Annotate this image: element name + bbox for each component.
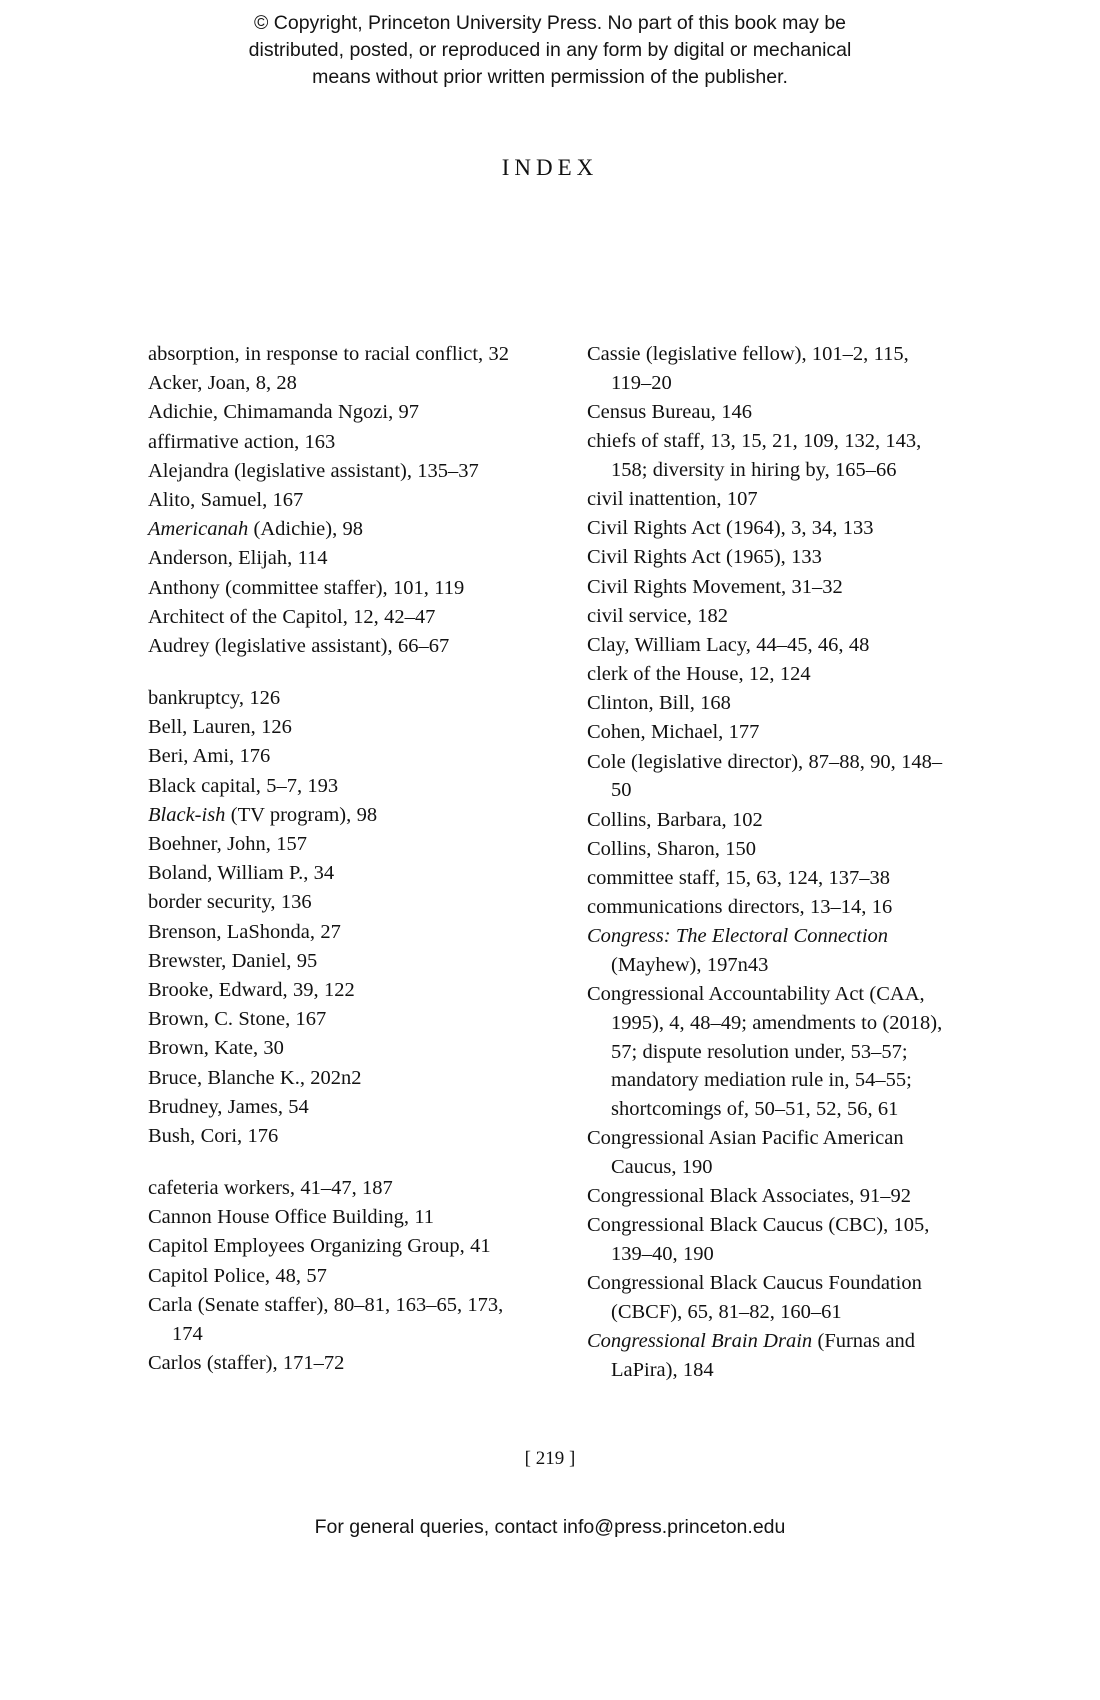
- index-entry-title-italic: Black-ish: [148, 803, 226, 826]
- index-entry: [587, 893, 948, 922]
- index-entry: [587, 748, 948, 805]
- index-entry-text: committee staff, 15, 63, 124, 137–38: [587, 866, 890, 889]
- index-entry-text: Congressional Black Associates, 91–92: [587, 1184, 912, 1207]
- copyright-line-2: distributed, posted, or reproduced in any form by digital or mechanical: [248, 38, 852, 61]
- index-entry-text: absorption, in response to racial conflict, 32: [148, 343, 509, 365]
- index-entry: [148, 574, 509, 603]
- index-entry-text: Bruce, Blanche K., 202n2: [148, 1066, 362, 1089]
- index-entry-text: Civil Rights Act (1965), 133: [587, 546, 822, 569]
- index-entry-text: Civil Rights Movement, 31–32: [587, 575, 843, 598]
- index-entry-text: Adichie, Chimamanda Ngozi, 97: [148, 401, 420, 424]
- index-entry-text: Cohen, Michael, 177: [587, 721, 760, 744]
- page-title: INDEX: [501, 155, 599, 180]
- index-entry-text: Cannon House Office Building, 11: [148, 1206, 435, 1229]
- index-entry-text: clerk of the House, 12, 124: [587, 663, 811, 686]
- index-entry: [587, 1269, 948, 1326]
- index-entry: [148, 713, 509, 742]
- index-entry-text: Carla (Senate staffer), 80–81, 163–65, 173, 174: [148, 1293, 504, 1345]
- index-entry-text: Boland, William P., 34: [148, 862, 335, 885]
- index-column-right: [587, 340, 948, 1385]
- index-entry: [587, 485, 948, 514]
- index-entry: [148, 603, 509, 632]
- index-entry-text: Bush, Cori, 176: [148, 1124, 279, 1147]
- index-entry: [587, 514, 948, 543]
- index-entry-text: Architect of the Capitol, 12, 42–47: [148, 605, 436, 628]
- index-entry: [587, 980, 948, 1123]
- index-entry-text: communications directors, 13–14, 16: [587, 896, 893, 919]
- index-entry: [587, 1327, 948, 1384]
- index-entry: [148, 544, 509, 573]
- index-column-left: [148, 340, 509, 1385]
- index-entry-text: Boehner, John, 157: [148, 833, 308, 855]
- index-entry-text: Alito, Samuel, 167: [148, 488, 304, 511]
- index-entry: [148, 772, 509, 801]
- index-entry: [587, 1211, 948, 1268]
- index-entry-text: Civil Rights Act (1964), 3, 34, 133: [587, 517, 874, 540]
- index-entry-text: Census Bureau, 146: [587, 400, 752, 423]
- index-entry-text: border security, 136: [148, 891, 312, 914]
- index-entry: [148, 1291, 509, 1348]
- index-entry: [587, 631, 948, 660]
- index-entry: [148, 457, 509, 486]
- index-entry: [148, 1203, 509, 1232]
- index-entry-text: Anderson, Elijah, 114: [148, 547, 328, 570]
- index-entry-text: Congressional Black Caucus (CBC), 105, 139–40, 190: [587, 1214, 930, 1265]
- index-entry: [587, 398, 948, 427]
- index-entry-text: Congressional Accountability Act (CAA, 1995), 4, 48–49; amendments to (2018), 57; dispute resolution under, 53–57; mandatory mediation rule in, 54–55; shortcomings of, 50–51, 52, 56, 61: [587, 983, 943, 1120]
- index-entry: [587, 1124, 948, 1181]
- copyright-notice: [0, 10, 1100, 91]
- index-entry: [148, 976, 509, 1005]
- index-entry-text: Carlos (staffer), 171–72: [148, 1351, 345, 1374]
- index-entry-title-italic: Congressional Brain Drain: [587, 1329, 813, 1352]
- index-entry-text: Brown, Kate, 30: [148, 1037, 284, 1060]
- index-entry: [148, 801, 509, 830]
- index-entry-text: Anthony (committee staffer), 101, 119: [148, 576, 465, 599]
- index-entry: [148, 859, 509, 888]
- index-entry: [148, 1122, 509, 1151]
- index-entry: [148, 1174, 509, 1203]
- index-entry: [148, 398, 509, 427]
- index-entry: [148, 1262, 509, 1291]
- index-entry-text: Beri, Ami, 176: [148, 745, 271, 768]
- index-entry-text: Black capital, 5–7, 193: [148, 774, 339, 797]
- index-entry: [148, 1232, 509, 1261]
- index-entry: [148, 888, 509, 917]
- index-entry-text: Congressional Asian Pacific American Caucus, 190: [587, 1127, 904, 1178]
- index-entry-text: (TV program), 98: [225, 803, 378, 826]
- index-entry-text: Collins, Sharon, 150: [587, 837, 756, 860]
- index-entry: [148, 918, 509, 947]
- index-group-separator: [148, 1151, 509, 1174]
- index-entry-text: Clay, William Lacy, 44–45, 46, 48: [587, 633, 870, 656]
- index-entry: [587, 835, 948, 864]
- index-entry: [587, 718, 948, 747]
- index-entry: [587, 864, 948, 893]
- index-entry: [148, 742, 509, 771]
- index-entry-text: civil inattention, 107: [587, 487, 758, 510]
- index-entry-title-italic: Americanah: [148, 518, 249, 541]
- index-entry: [148, 830, 509, 859]
- index-entry-text: Clinton, Bill, 168: [587, 692, 731, 715]
- index-entry: [587, 340, 948, 397]
- index-entry-text: Congressional Black Caucus Foundation (CBCF), 65, 81–82, 160–61: [587, 1272, 922, 1323]
- index-entry: [148, 1064, 509, 1093]
- index-entry-text: Audrey (legislative assistant), 66–67: [148, 634, 450, 657]
- index-entry-text: Cassie (legislative fellow), 101–2, 115, 119–20: [587, 343, 909, 394]
- index-entry-text: affirmative action, 163: [148, 430, 336, 453]
- index-entry-text: Collins, Barbara, 102: [587, 808, 763, 831]
- index-entry-text: cafeteria workers, 41–47, 187: [148, 1177, 393, 1200]
- index-entry: [587, 922, 948, 979]
- index-entry: [587, 427, 948, 484]
- index-entry: [148, 369, 509, 398]
- index-entry: [148, 1005, 509, 1034]
- index-entry-text: Brudney, James, 54: [148, 1095, 309, 1118]
- index-entry: [148, 684, 509, 713]
- index-entry: [148, 340, 509, 369]
- index-entry: [587, 689, 948, 718]
- index-entry: [587, 573, 948, 602]
- index-group-separator: [148, 661, 509, 684]
- index-entry: [587, 806, 948, 835]
- footer-contact: For general queries, contact info@press.princeton.edu: [314, 1516, 786, 1538]
- index-entry-text: Brown, C. Stone, 167: [148, 1008, 327, 1031]
- index-entry: [148, 632, 509, 661]
- index-entry-text: Brooke, Edward, 39, 122: [148, 978, 355, 1001]
- index-entry: [148, 486, 509, 515]
- index-entry-text: Brewster, Daniel, 95: [148, 949, 318, 972]
- index-entry: [587, 1182, 948, 1211]
- index-entry-text: Alejandra (legislative assistant), 135–37: [148, 459, 479, 482]
- index-entry-title-italic: Congress: The Electoral Connection: [587, 925, 889, 948]
- index-entry: [148, 1349, 509, 1378]
- copyright-line-3: means without prior written permission of the publisher.: [312, 65, 788, 88]
- index-columns: [148, 340, 948, 1385]
- copyright-line-1: © Copyright, Princeton University Press. No part of this book may be: [253, 12, 847, 34]
- index-entry-text: Cole (legislative director), 87–88, 90, 148–50: [587, 750, 943, 802]
- index-entry-text: civil service, 182: [587, 604, 729, 627]
- index-entry: [587, 543, 948, 572]
- index-entry-text: Capitol Police, 48, 57: [148, 1264, 327, 1287]
- index-entry-text: (Mayhew), 197n43: [611, 953, 769, 976]
- index-entry-text: Acker, Joan, 8, 28: [148, 372, 297, 395]
- index-entry: [148, 428, 509, 457]
- index-entry-text: Bell, Lauren, 126: [148, 716, 292, 739]
- index-entry: [148, 1034, 509, 1063]
- index-entry-text: bankruptcy, 126: [148, 687, 281, 710]
- index-entry: [587, 602, 948, 631]
- index-entry-text: chiefs of staff, 13, 15, 21, 109, 132, 143, 158; diversity in hiring by, 165–66: [587, 430, 922, 481]
- index-entry: [148, 515, 509, 544]
- index-entry-text: Capitol Employees Organizing Group, 41: [148, 1235, 491, 1258]
- index-entry-text: Brenson, LaShonda, 27: [148, 920, 341, 943]
- index-entry: [148, 1093, 509, 1122]
- index-entry-text: (Adichie), 98: [248, 518, 364, 541]
- index-entry-text: (Furnas and LaPira), 184: [611, 1329, 916, 1381]
- index-entry: [587, 660, 948, 689]
- index-entry: [148, 947, 509, 976]
- page-number: [ 219 ]: [524, 1448, 576, 1469]
